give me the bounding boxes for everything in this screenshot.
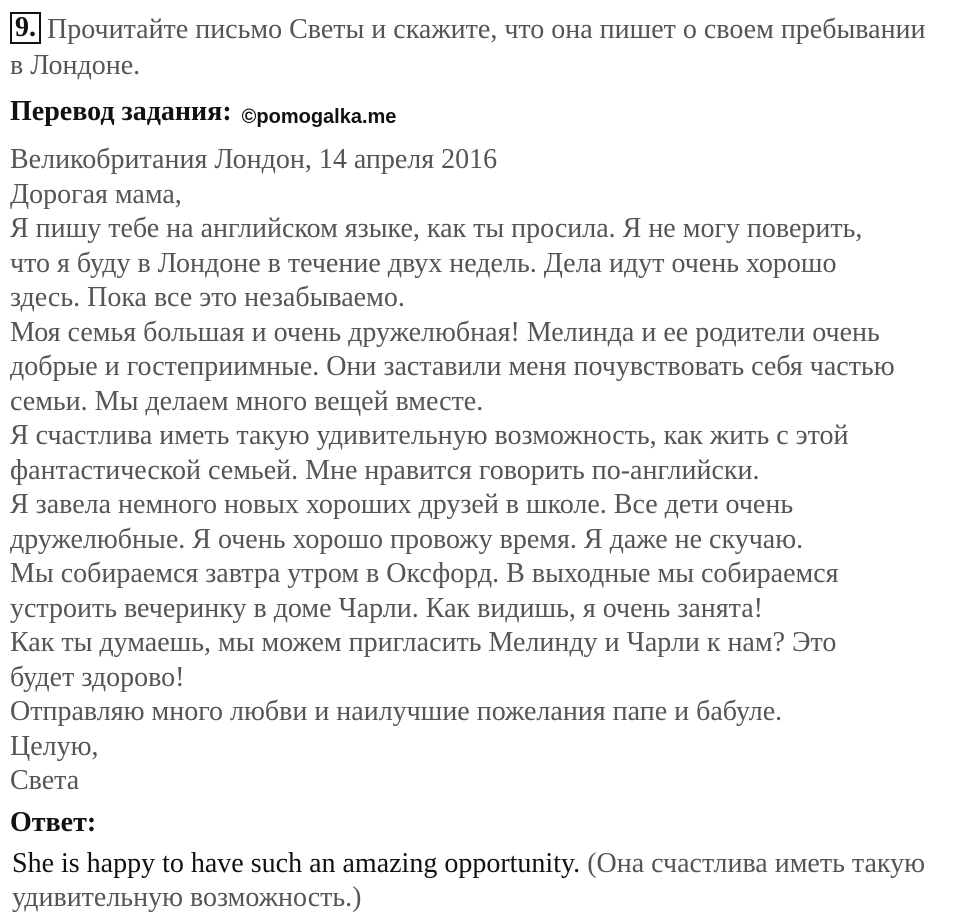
letter-line: Света — [10, 765, 80, 796]
translation-heading: Перевод задания: — [10, 96, 232, 127]
watermark: ©pomogalka.me — [241, 106, 397, 128]
letter-line: добрые и гостеприимные. Они заставили меня почувствовать себя частью — [10, 351, 895, 382]
answer-english: She is happy to have such an amazing opportunity. — [12, 848, 581, 879]
letter-line: Как ты думаешь, мы можем пригласить Мелинду и Чарли к нам? Это — [10, 627, 837, 658]
letter-line: Дорогая мама, — [10, 178, 182, 210]
letter-text — [10, 143, 955, 799]
letter-line: Моя семья большая и очень дружелюбная! Мелинда и ее родители очень — [10, 316, 880, 348]
answer-russian: (Она счастлива иметь такую удивительную возможность.) — [12, 848, 925, 913]
answer-text — [12, 847, 942, 915]
letter-line: Я завела немного новых хороших друзей в школе. Все дети очень — [10, 489, 794, 520]
letter-line: дружелюбные. Я очень хорошо провожу время. Я даже не скучаю. — [10, 523, 804, 555]
translation-heading-row — [10, 94, 396, 135]
task-text: Прочитайте письмо Светы и скажите, что она пишет о своем пребывании в Лондоне. — [10, 14, 926, 81]
task-number: 9. — [10, 12, 41, 44]
answer-heading: Ответ: — [10, 807, 97, 838]
letter-line: фантастической семьей. Мне нравится говорить по-английски. — [10, 454, 760, 486]
letter-line: Отправляю много любви и наилучшие пожелания папе и бабуле. — [10, 696, 783, 727]
letter-line: будет здорово! — [10, 661, 185, 693]
letter-line: устроить вечеринку в доме Чарли. Как видишь, я очень занята! — [10, 592, 763, 624]
task-statement — [10, 12, 940, 84]
letter-line: Я пишу тебе на английском языке, как ты просила. Я не могу поверить, — [10, 213, 863, 244]
letter-line: Мы собираемся завтра утром в Оксфорд. В выходные мы собираемся — [10, 558, 839, 589]
letter-line: что я буду в Лондоне в течение двух недель. Дела идут очень хорошо — [10, 247, 837, 279]
letter-line: Я счастлива иметь такую удивительную возможность, как жить с этой — [10, 420, 849, 451]
letter-line: здесь. Пока все это незабываемо. — [10, 282, 405, 313]
letter-line: Целую, — [10, 730, 99, 762]
letter-line: семьи. Мы делаем много вещей вместе. — [10, 385, 484, 417]
letter-line: Великобритания Лондон, 14 апреля 2016 — [10, 144, 498, 175]
